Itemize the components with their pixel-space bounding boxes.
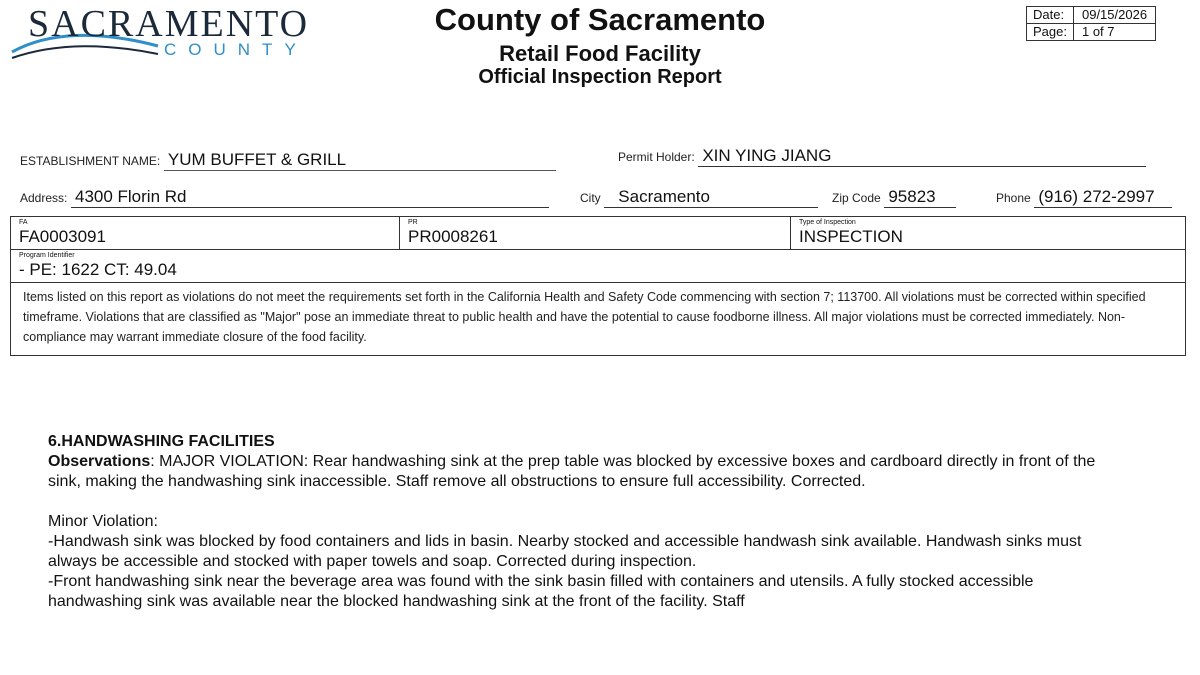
report-subtitle: Retail Food Facility — [499, 41, 701, 66]
report-subtitle-2: Official Inspection Report — [478, 66, 722, 88]
logo-word-county: COUNTY — [164, 40, 308, 59]
county-logo — [8, 2, 308, 64]
facility-info-grid — [10, 216, 1186, 356]
program-value: - PE: 1622 CT: 49.04 — [19, 260, 177, 279]
permit-holder-value: XIN YING JIANG — [698, 146, 1146, 167]
pr-cell — [399, 217, 790, 249]
pr-label: PR — [408, 219, 418, 226]
date-value: 09/15/2026 — [1073, 7, 1155, 24]
address-field — [20, 187, 549, 208]
fa-label: FA — [19, 219, 28, 226]
zip-field — [832, 187, 956, 208]
page-label: Page: — [1027, 24, 1074, 41]
minor-violation-item: -Handwash sink was blocked by food containers and lids in basin. Nearby stocked and accessible handwash sink available. Handwash sinks must always be accessible and stocked with paper towels and soap. Corrected during inspection. — [48, 533, 1082, 570]
inspection-type-cell — [790, 217, 1185, 249]
phone-value: (916) 272-2997 — [1034, 187, 1172, 208]
establishment-name-field — [20, 150, 556, 171]
program-cell — [11, 250, 1185, 282]
observations-paragraph — [48, 452, 1108, 492]
report-title-block — [380, 2, 820, 88]
address-label: Address: — [20, 191, 68, 205]
observations-text: : MAJOR VIOLATION: Rear handwashing sink at the prep table was blocked by excessive boxes and cardboard directly in front of the sink, making the handwashing sink inaccessible. Staff remove all obstructions to ensure full accessibility. Corrected. — [48, 453, 1096, 490]
city-value: Sacramento — [604, 187, 818, 208]
section-title: 6.HANDWASHING FACILITIES — [48, 433, 275, 450]
address-value: 4300 Florin Rd — [71, 187, 549, 208]
observations-label: Observations — [48, 453, 151, 470]
fa-value: FA0003091 — [19, 227, 106, 246]
page-title: County of Sacramento — [434, 2, 766, 37]
minor-violation-label: Minor Violation: — [48, 513, 158, 530]
facility-ids-row — [11, 217, 1185, 250]
page-value: 1 of 7 — [1073, 24, 1155, 41]
fa-cell — [11, 217, 399, 249]
violations-section — [48, 432, 1108, 612]
city-field — [580, 187, 818, 208]
date-label: Date: — [1027, 7, 1074, 24]
date-page-box — [1026, 6, 1156, 41]
program-row — [11, 250, 1185, 283]
permit-holder-label: Permit Holder: — [618, 150, 695, 164]
program-label: Program Identifier — [19, 252, 75, 259]
inspection-type-label: Type of Inspection — [799, 219, 856, 226]
inspection-type-value: INSPECTION — [799, 227, 903, 246]
pr-value: PR0008261 — [408, 227, 498, 246]
city-label: City — [580, 191, 601, 205]
permit-holder-field — [618, 146, 1146, 167]
zip-value: 95823 — [884, 187, 956, 208]
logo-word-sacramento: SACRAMENTO — [28, 3, 310, 45]
establishment-name-label: ESTABLISHMENT NAME: — [20, 154, 161, 168]
establishment-name-value: YUM BUFFET & GRILL — [164, 150, 556, 171]
minor-violation-item: -Front handwashing sink near the beverage area was found with the sink basin filled with containers and utensils. A fully stocked accessible handwashing sink was available near the blocked handwashing sink at the front of the facility. Staff — [48, 573, 1034, 610]
phone-label: Phone — [996, 191, 1031, 205]
zip-label: Zip Code — [832, 191, 881, 205]
phone-field — [996, 187, 1172, 208]
compliance-notice: Items listed on this report as violations do not meet the requirements set forth in the California Health and Safety Code commencing with section 7; 113700. All violations must be corrected within specified timeframe. Violations that are classified as "Major" pose an immediate threat to public health and have the potential to cause foodborne illness. All major violations must be corrected immediately. Non-compliance may warrant immediate closure of the food facility. — [23, 290, 1146, 344]
